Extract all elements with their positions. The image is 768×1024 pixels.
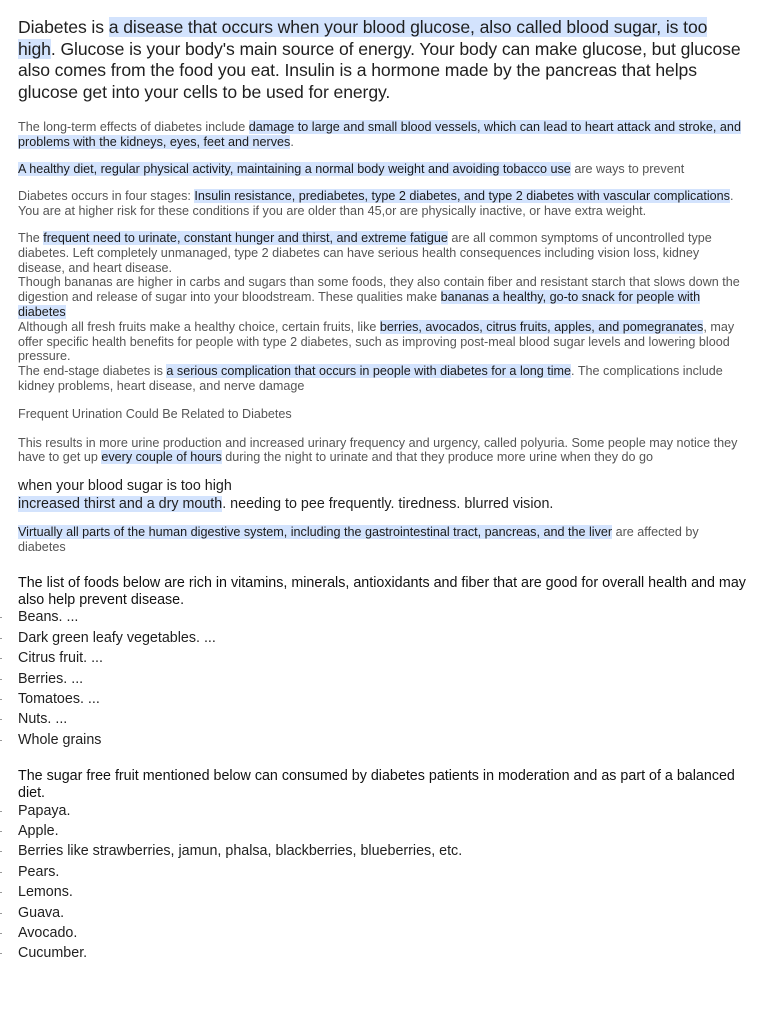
high-sugar-symptoms xyxy=(18,496,748,514)
symptoms-lead: The xyxy=(18,230,44,245)
endstage-rest: . The complications include kidney problems, heart disease, and nerve damage xyxy=(18,364,723,393)
list-item: Berries. ... xyxy=(18,670,748,690)
document-page xyxy=(18,0,748,965)
fruits-highlight: berries, avocados, citrus fruits, apples, and pomegranates xyxy=(379,319,704,334)
digestive-rest: are affected by diabetes xyxy=(18,525,699,554)
fruits-lead: Although all fresh fruits make a healthy choice, certain fruits, like xyxy=(18,319,380,334)
high-sugar-highlight: increased thirst and a dry mouth xyxy=(18,495,223,512)
sugar-free-list xyxy=(18,802,748,965)
stages-lead: Diabetes occurs in four stages: xyxy=(18,189,195,204)
endstage-lead: The end-stage diabetes is xyxy=(18,364,167,379)
polyuria-paragraph xyxy=(18,436,748,466)
fruits-paragraph xyxy=(18,320,748,364)
list-item: Apple. xyxy=(18,822,748,842)
polyuria-rest: during the night to urinate and that they produce more urine when they do go xyxy=(221,450,654,465)
symptoms-block xyxy=(18,231,748,394)
list-item: Lemons. xyxy=(18,883,748,903)
intro-lead: Diabetes is xyxy=(18,17,109,37)
prevention-paragraph xyxy=(18,162,748,177)
list-item: Avocado. xyxy=(18,924,748,944)
high-sugar-rest: . needing to pee frequently. tiredness. blurred vision. xyxy=(222,495,554,512)
polyuria-lead: This results in more urine production and increased urinary frequency and urgency, called polyuria. Some people may notice they have to get up xyxy=(18,435,738,465)
foods-list xyxy=(18,608,748,751)
effects-highlight: damage to large and small blood vessels, which can lead to heart attack and stroke, and problems with the kidneys, eyes, feet and nerves xyxy=(18,120,741,149)
intro-paragraph xyxy=(18,17,748,103)
bananas-highlight: bananas a healthy, go-to snack for people with diabetes xyxy=(18,290,701,319)
high-sugar-line: when your blood sugar is too high xyxy=(18,478,232,495)
list-item: Tomatoes. ... xyxy=(18,690,748,710)
list-item: Berries like strawberries, jamun, phalsa, blackberries, blueberries, etc. xyxy=(18,842,748,862)
endstage-paragraph xyxy=(18,364,748,394)
stages-paragraph xyxy=(18,189,748,219)
effects-paragraph xyxy=(18,120,748,150)
effects-rest: . xyxy=(290,134,294,149)
list-item: Beans. ... xyxy=(18,608,748,628)
prevention-rest: are ways to prevent xyxy=(570,161,685,176)
stages-rest: . You are at higher risk for these conditions if you are older than 45,or are physically inactive, or have extra weight. xyxy=(18,189,734,219)
list-item: Citrus fruit. ... xyxy=(18,649,748,669)
foods-heading: The list of foods below are rich in vitamins, minerals, antioxidants and fiber that are good for overall health and may also help prevent disease. xyxy=(18,574,746,608)
symptoms-highlight: frequent need to urinate, constant hunger and thirst, and extreme fatigue xyxy=(43,230,448,245)
bananas-paragraph xyxy=(18,275,748,319)
list-item: Whole grains xyxy=(18,731,748,751)
urination-title: Frequent Urination Could Be Related to Diabetes xyxy=(18,406,292,421)
list-item: Papaya. xyxy=(18,802,748,822)
list-item: Pears. xyxy=(18,863,748,883)
list-item: Guava. xyxy=(18,904,748,924)
stages-highlight: Insulin resistance, prediabetes, type 2 diabetes, and type 2 diabetes with vascular complications xyxy=(194,189,730,204)
symptoms-rest: are all common symptoms of uncontrolled type diabetes. Left completely unmanaged, type 2 diabetes can have serious health consequences including vision loss, kidney disease, and heart disease. xyxy=(18,230,712,275)
endstage-highlight: a serious complication that occurs in people with diabetes for a long time xyxy=(166,364,572,379)
prevention-highlight: A healthy diet, regular physical activity, maintaining a normal body weight and avoiding tobacco use xyxy=(18,161,571,176)
sugar-free-heading: The sugar free fruit mentioned below can consumed by diabetes patients in moderation and as part of a balanced diet. xyxy=(18,768,735,801)
list-item: Nuts. ... xyxy=(18,710,748,730)
digestive-paragraph xyxy=(18,525,748,555)
intro-highlight: a disease that occurs when your blood glucose, also called blood sugar, is too high xyxy=(18,17,708,59)
polyuria-highlight: every couple of hours xyxy=(101,450,222,465)
list-item: Cucumber. xyxy=(18,944,748,964)
effects-lead: The long-term effects of diabetes include xyxy=(18,120,249,134)
fruits-rest: , may offer specific health benefits for people with type 2 diabetes, such as improving post-meal blood sugar levels and lowering blood pressure. xyxy=(18,319,735,364)
bananas-lead: Though bananas are higher in carbs and sugars than some foods, they also contain fiber and resistant starch that slows down the digestion and release of sugar into your bloodstream. These qualities make xyxy=(18,275,740,305)
intro-rest: . Glucose is your body's main source of energy. Your body can make glucose, but glucose also comes from the food you eat. Insulin is a hormone made by the pancreas that helps glucose get into your cells to be used for energy. xyxy=(18,38,741,102)
digestive-highlight: Virtually all parts of the human digestive system, including the gastrointestinal tract, pancreas, and the liver xyxy=(18,525,613,540)
high-sugar-block xyxy=(18,478,748,513)
list-item: Dark green leafy vegetables. ... xyxy=(18,629,748,649)
symptoms-paragraph xyxy=(18,231,748,275)
